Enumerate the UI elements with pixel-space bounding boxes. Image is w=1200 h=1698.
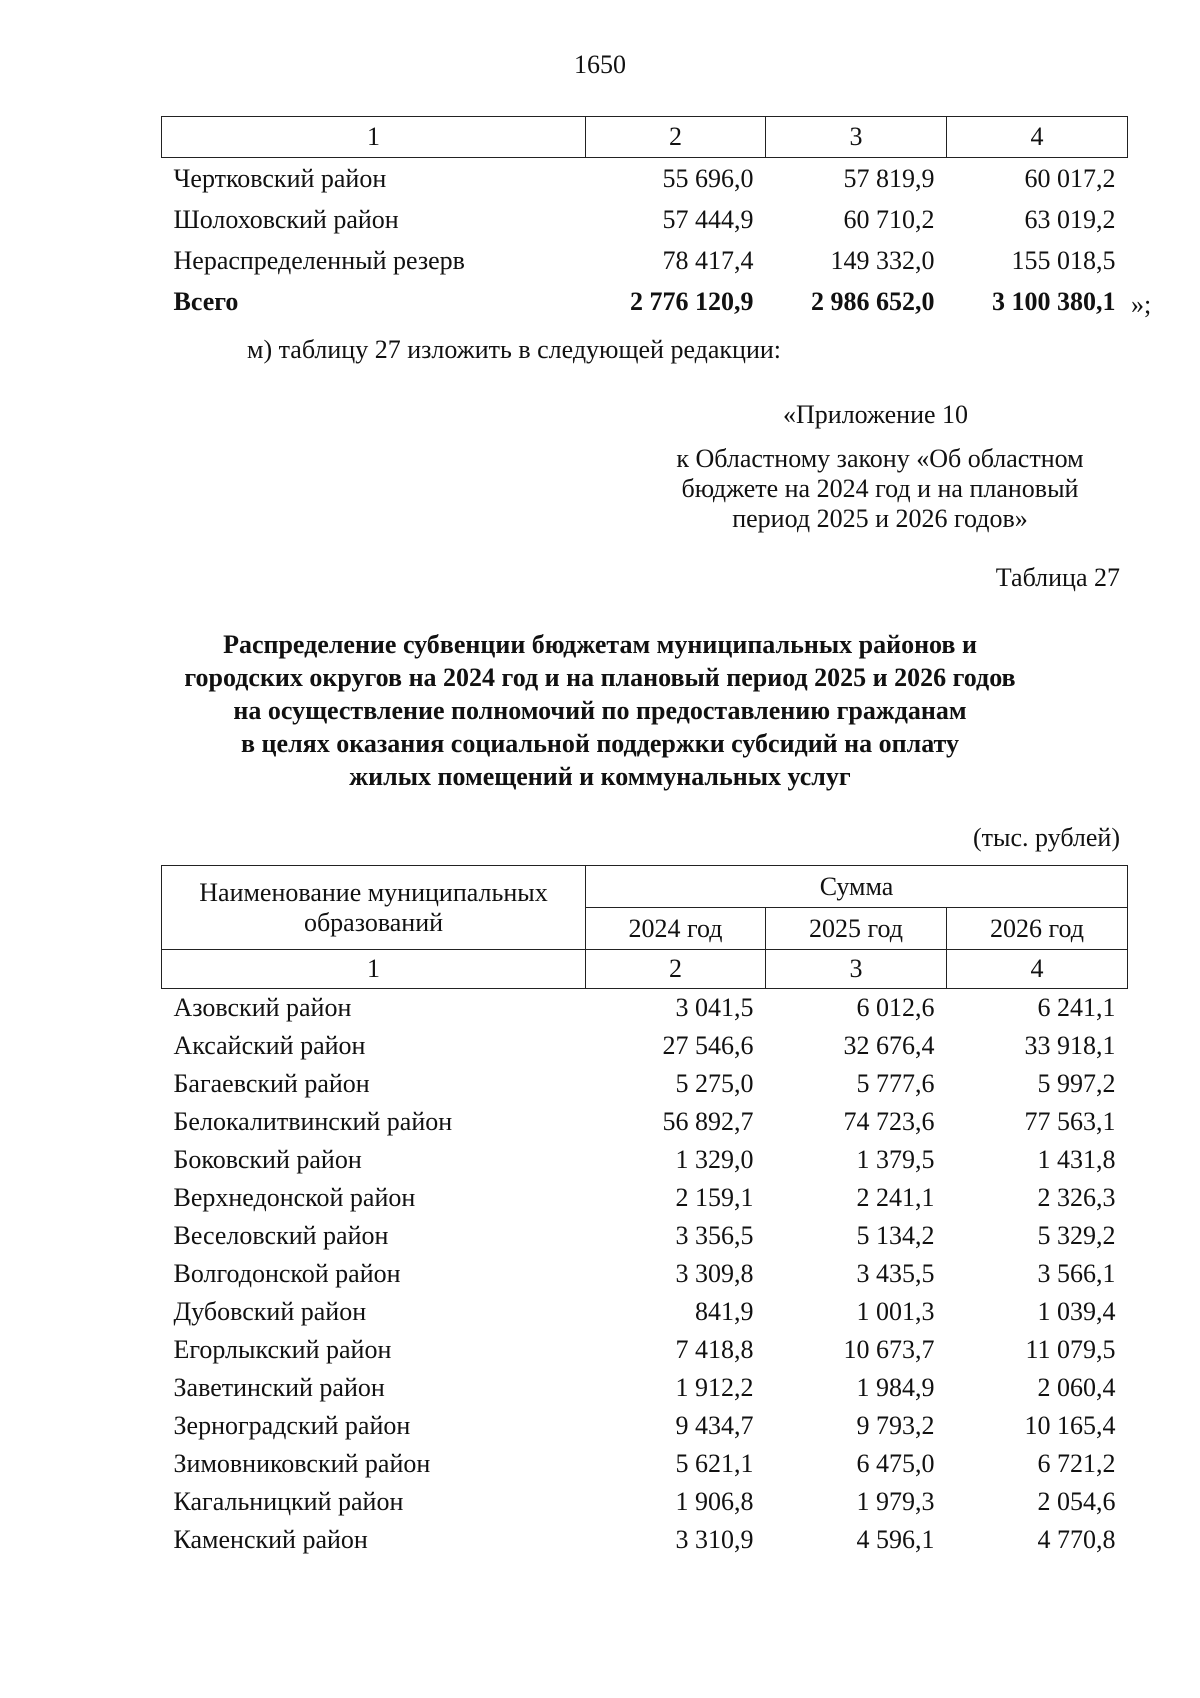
value-2024: 841,9 (695, 1297, 754, 1326)
table-row (162, 1103, 1128, 1141)
row-name: Азовский район (173, 993, 352, 1022)
value-2024: 55 696,0 (662, 163, 754, 193)
column-number: 4 (947, 950, 1128, 989)
top-table (161, 116, 1128, 322)
value-2026: 10 165,4 (1024, 1411, 1116, 1440)
row-name: Аксайский район (173, 1031, 366, 1060)
column-number: 1 (162, 117, 586, 158)
row-name: Заветинский район (173, 1373, 385, 1402)
row-name: Егорлыкский район (173, 1335, 392, 1364)
value-2025: 2 241,1 (856, 1183, 935, 1212)
value-2024: 2 159,1 (675, 1183, 754, 1212)
name-header-line: Наименование муниципальных (199, 877, 548, 907)
table-row (162, 240, 1128, 281)
value-2024: 5 275,0 (675, 1069, 754, 1098)
heading-line: Распределение субвенции бюджетам муниципальных районов и (223, 630, 977, 659)
value-2024: 1 329,0 (675, 1145, 754, 1174)
value-2024: 1 912,2 (675, 1373, 754, 1402)
total-2024: 2 776 120,9 (630, 286, 754, 316)
table-row (162, 1065, 1128, 1103)
value-2025: 3 435,5 (856, 1259, 935, 1288)
value-2026: 6 241,1 (1037, 993, 1116, 1022)
column-number: 1 (162, 950, 586, 989)
row-name: Веселовский район (173, 1221, 389, 1250)
value-2026: 4 770,8 (1037, 1525, 1116, 1554)
table-row (162, 1179, 1128, 1217)
value-2026: 1 039,4 (1037, 1297, 1116, 1326)
value-2025: 1 379,5 (856, 1145, 935, 1174)
year-header: 2025 год (766, 908, 947, 950)
sum-header: Сумма (586, 866, 1128, 908)
value-2026: 5 997,2 (1037, 1069, 1116, 1098)
header-row (162, 866, 1128, 908)
appendix-title: «Приложение 10 (783, 400, 969, 429)
value-2025: 74 723,6 (843, 1107, 935, 1136)
value-2024: 1 906,8 (675, 1487, 754, 1516)
column-number: 2 (586, 950, 766, 989)
value-2026: 5 329,2 (1037, 1221, 1116, 1250)
column-number-row (162, 117, 1128, 158)
name-header-line: образований (303, 907, 444, 937)
value-2025: 149 332,0 (830, 245, 935, 275)
value-2026: 63 019,2 (1024, 204, 1116, 234)
row-name: Кагальницкий район (173, 1487, 404, 1516)
table-row (162, 989, 1128, 1028)
appendix-reference-line: бюджете на 2024 год и на плановый (681, 474, 1079, 503)
table-row (162, 1141, 1128, 1179)
value-2025: 60 710,2 (843, 204, 935, 234)
column-number: 3 (766, 950, 947, 989)
row-name: Дубовский район (173, 1297, 367, 1326)
column-number-row (162, 950, 1128, 989)
column-number: 4 (947, 117, 1128, 158)
appendix-reference-line: к Областному закону «Об областном (676, 444, 1084, 473)
value-2025: 6 475,0 (856, 1449, 935, 1478)
value-2025: 5 134,2 (856, 1221, 935, 1250)
value-2025: 6 012,6 (856, 993, 935, 1022)
heading-line: на осуществление полномочий по предоставлению гражданам (233, 696, 967, 725)
value-2026: 77 563,1 (1024, 1107, 1116, 1136)
value-2024: 56 892,7 (662, 1107, 754, 1136)
closing-quote-mark: »; (1131, 290, 1152, 319)
main-table (161, 865, 1128, 1559)
table-row (162, 1293, 1128, 1331)
name-column-header (162, 866, 586, 950)
total-label: Всего (173, 286, 239, 316)
value-2025: 32 676,4 (843, 1031, 935, 1060)
row-name: Каменский район (173, 1525, 368, 1554)
value-2025: 10 673,7 (843, 1335, 935, 1364)
appendix-reference (640, 444, 1120, 534)
row-name: Зимовниковский район (173, 1449, 431, 1478)
value-2026: 2 060,4 (1037, 1373, 1116, 1402)
value-2024: 3 309,8 (675, 1259, 754, 1288)
total-2026: 3 100 380,1 (992, 286, 1116, 316)
value-2026: 3 566,1 (1037, 1259, 1116, 1288)
table-row (162, 1483, 1128, 1521)
table-row (162, 1521, 1128, 1559)
value-2025: 1 979,3 (856, 1487, 935, 1516)
value-2026: 60 017,2 (1024, 163, 1116, 193)
value-2024: 9 434,7 (675, 1411, 754, 1440)
row-name: Волгодонской район (173, 1259, 401, 1288)
value-2024: 3 041,5 (675, 993, 754, 1022)
row-name: Белокалитвинский район (173, 1107, 453, 1136)
table-row (162, 1331, 1128, 1369)
value-2024: 3 310,9 (675, 1525, 754, 1554)
row-name: Багаевский район (173, 1069, 370, 1098)
value-2025: 4 596,1 (856, 1525, 935, 1554)
heading-line: жилых помещений и коммунальных услуг (349, 762, 851, 791)
table-label: Таблица 27 (995, 563, 1120, 592)
appendix-reference-line: период 2025 и 2026 годов» (732, 504, 1028, 533)
year-header: 2026 год (947, 908, 1128, 950)
value-2025: 1 984,9 (856, 1373, 935, 1402)
value-2024: 5 621,1 (675, 1449, 754, 1478)
column-number: 2 (586, 117, 766, 158)
value-2026: 11 079,5 (1025, 1335, 1116, 1364)
table-row (162, 1445, 1128, 1483)
column-number: 3 (766, 117, 947, 158)
value-2025: 1 001,3 (856, 1297, 935, 1326)
page-number: 1650 (574, 50, 626, 79)
table-heading (0, 628, 1200, 793)
table-row (162, 1217, 1128, 1255)
value-2026: 33 918,1 (1024, 1031, 1116, 1060)
value-2024: 57 444,9 (662, 204, 754, 234)
row-name: Шолоховский район (173, 204, 399, 234)
table-row (162, 1255, 1128, 1293)
row-name: Боковский район (173, 1145, 362, 1174)
value-2024: 27 546,6 (662, 1031, 754, 1060)
heading-line: в целях оказания социальной поддержки субсидий на оплату (241, 729, 959, 758)
row-name: Чертковский район (173, 163, 387, 193)
value-2026: 2 054,6 (1037, 1487, 1116, 1516)
value-2024: 78 417,4 (662, 245, 754, 275)
year-header: 2024 год (586, 908, 766, 950)
table-row (162, 158, 1128, 200)
row-name: Зерноградский район (173, 1411, 411, 1440)
value-2024: 7 418,8 (675, 1335, 754, 1364)
value-2026: 155 018,5 (1011, 245, 1116, 275)
table-row (162, 1407, 1128, 1445)
value-2026: 1 431,8 (1037, 1145, 1116, 1174)
heading-line: городских округов на 2024 год и на плановый период 2025 и 2026 годов (184, 663, 1016, 692)
table-row (162, 199, 1128, 240)
value-2025: 5 777,6 (856, 1069, 935, 1098)
value-2025: 57 819,9 (843, 163, 935, 193)
total-row (162, 281, 1128, 322)
table-row (162, 1027, 1128, 1065)
units-label: (тыс. рублей) (972, 823, 1120, 852)
value-2024: 3 356,5 (675, 1221, 754, 1250)
amendment-instruction: м) таблицу 27 изложить в следующей редакции: (247, 335, 782, 364)
row-name: Верхнедонской район (173, 1183, 416, 1212)
value-2026: 6 721,2 (1037, 1449, 1116, 1478)
table-row (162, 1369, 1128, 1407)
row-name: Нераспределенный резерв (173, 245, 465, 275)
total-2025: 2 986 652,0 (811, 286, 935, 316)
value-2025: 9 793,2 (856, 1411, 935, 1440)
main-table-body (162, 989, 1128, 1560)
value-2026: 2 326,3 (1037, 1183, 1116, 1212)
